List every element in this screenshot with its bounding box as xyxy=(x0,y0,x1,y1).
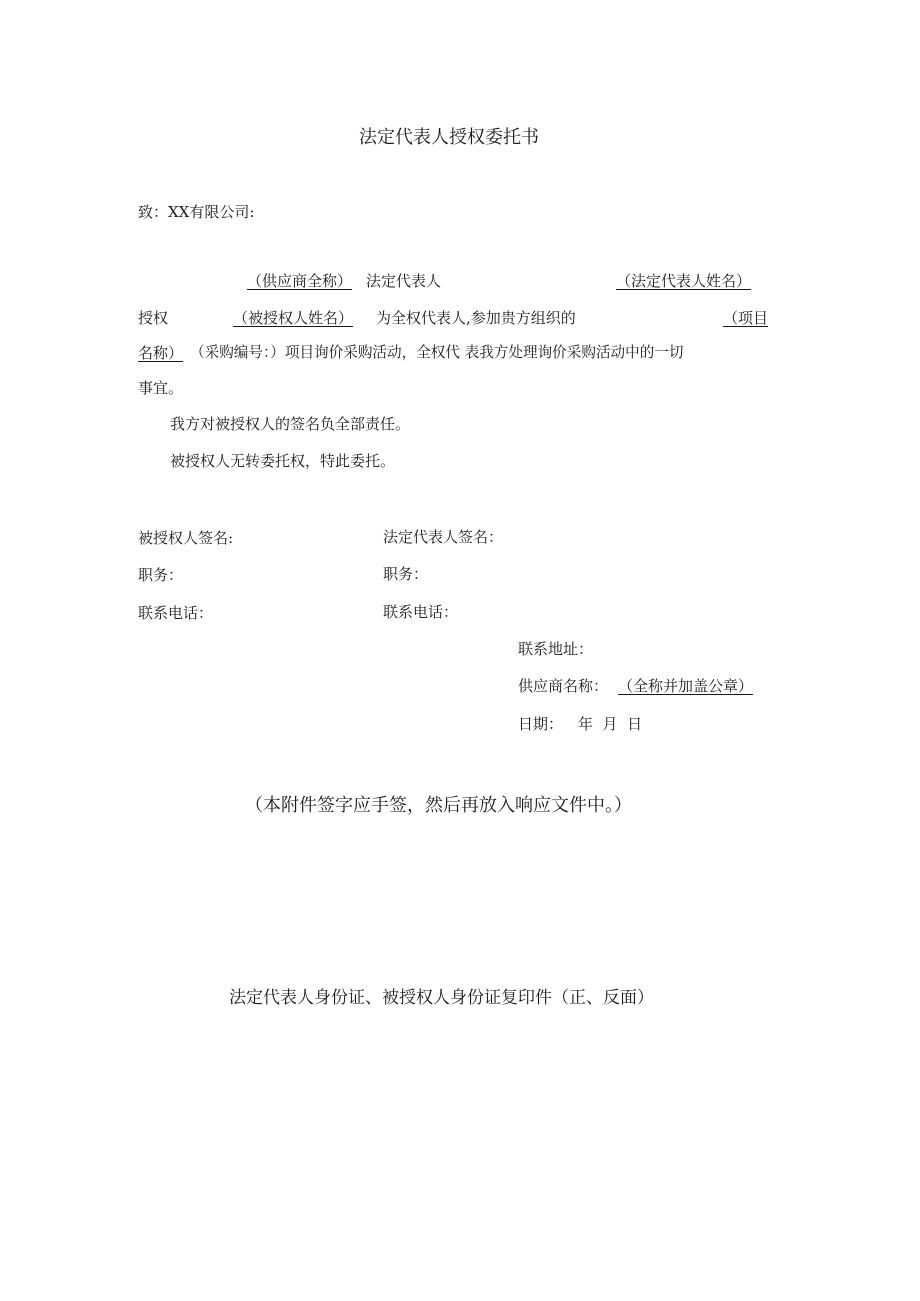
authorized-position-label: 职务： xyxy=(138,566,184,584)
procurement-text: （采购编号：）项目询价采购活动，全权代 表我方处理询价采购活动中的一切 xyxy=(190,344,684,361)
supplier-placeholder: （供应商全称） xyxy=(247,272,353,290)
legal-rep-position-label: 职务： xyxy=(383,565,429,583)
authorized-signature-label: 被授权人签名: xyxy=(138,529,234,547)
supplier-name-label: 供应商名称： xyxy=(518,677,609,695)
legal-rep-label: 法定代表人 xyxy=(366,272,442,290)
authorized-phone-label: 联系电话： xyxy=(138,604,214,622)
responsibility-text: 我方对被授权人的签名负全部责任。 xyxy=(170,415,411,433)
date-label: 日期： xyxy=(518,715,564,733)
project-name-part2: 名称） xyxy=(138,344,184,362)
address-label: 联系地址： xyxy=(518,640,594,658)
document-title: 法定代表人授权委托书 xyxy=(359,127,539,148)
id-copy-title: 法定代表人身份证、被授权人身份证复印件（正、反面） xyxy=(229,988,654,1008)
date-value: 年 月 日 xyxy=(578,715,643,733)
authorization-text: 为全权代表人,参加贵方组织的 xyxy=(376,309,576,327)
supplier-name-placeholder: （全称并加盖公章） xyxy=(618,677,754,695)
matters-text: 事宜。 xyxy=(138,379,184,397)
project-name-part1: （项目 xyxy=(723,309,769,327)
no-subdelegation-text: 被授权人无转委托权，特此委托。 xyxy=(170,452,396,470)
handsign-note: （本附件签字应手签，然后再放入响应文件中。） xyxy=(245,795,632,816)
legal-rep-phone-label: 联系电话： xyxy=(383,603,459,621)
authorized-name-placeholder: （被授权人姓名） xyxy=(233,309,354,327)
addressee: 致：XX有限公司: xyxy=(138,203,255,221)
legal-rep-signature-label: 法定代表人签名： xyxy=(383,528,504,546)
authorize-label: 授权 xyxy=(138,309,169,327)
legal-rep-name-placeholder: （法定代表人姓名） xyxy=(616,272,752,290)
